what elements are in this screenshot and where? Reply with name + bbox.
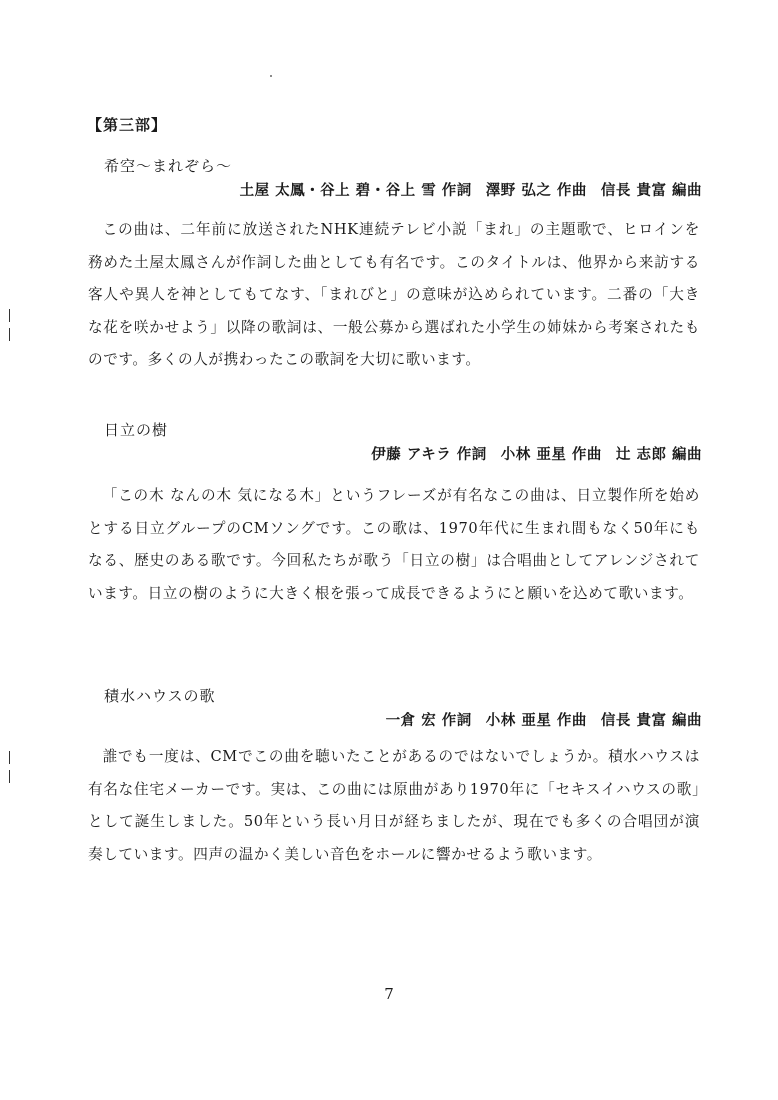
composer-credit: 小林 亜星 作曲 [500,447,602,463]
margin-mark [9,770,10,783]
lyricist-credit: 伊藤 アキラ 作詞 [371,447,487,463]
margin-mark [9,751,10,764]
arranger-credit: 信長 貴富 編曲 [600,713,702,729]
song-credits-1 [240,179,702,200]
scan-speck [270,75,272,77]
song-description-2: 「この木 なんの木 気になる木」というフレーズが有名なこの曲は、日立製作所を始めとする日立グループのCMソングです。この歌は、1970年代に生まれ間もなく50年にもなる、歴史のある歌です。今回私たちが歌う「日立の樹」は合唱曲としてアレンジされています。日立の樹のように大きく根を張って成長できるようにと願いを込めて歌います。 [88,487,700,602]
lyricist-credit: 土屋 太鳳・谷上 碧・谷上 雪 作詞 [239,183,472,199]
page-number: 7 [384,985,394,1003]
song-description-3: 誰でも一度は、CMでこの曲を聴いたことがあるのではないでしょうか。積水ハウスは有名な住宅メーカーです。実は、この曲には原曲があり1970年に「セキスイハウスの歌」として誕生しました。50年という長い月日が経ちましたが、現在でも多くの合唱団が演奏しています。四声の温かく美しい音色をホールに響かせるよう歌います。 [88,748,700,863]
composer-credit: 澤野 弘之 作曲 [485,183,587,199]
part-heading: 【第三部】 [87,116,168,134]
lyricist-credit: 一倉 宏 作詞 [385,713,472,729]
composer-credit: 小林 亜星 作曲 [485,713,587,729]
margin-mark [9,309,10,322]
arranger-credit: 信長 貴富 編曲 [600,183,702,199]
song-description-1: この曲は、二年前に放送されたNHK連続テレビ小説「まれ」の主題歌で、ヒロインを務めた土屋太鳳さんが作詞した曲としても有名です。このタイトルは、他界から来訪する客人や異人を神としてもてなす、「まれびと」の意味が込められています。二番の「大きな花を咲かせよう」以降の歌詞は、一般公募から選ばれた小学生の姉妹から考案されたものです。多くの人が携わったこの歌詞を大切に歌います。 [88,221,700,368]
song-title-1: 希空～まれぞら～ [104,157,233,175]
song-credits-3 [386,709,702,730]
song-credits-2 [371,443,702,464]
song-title-2: 日立の樹 [104,421,169,439]
song-title-3: 積水ハウスの歌 [104,687,216,705]
margin-mark [9,328,10,341]
arranger-credit: 辻 志郎 編曲 [615,447,702,463]
